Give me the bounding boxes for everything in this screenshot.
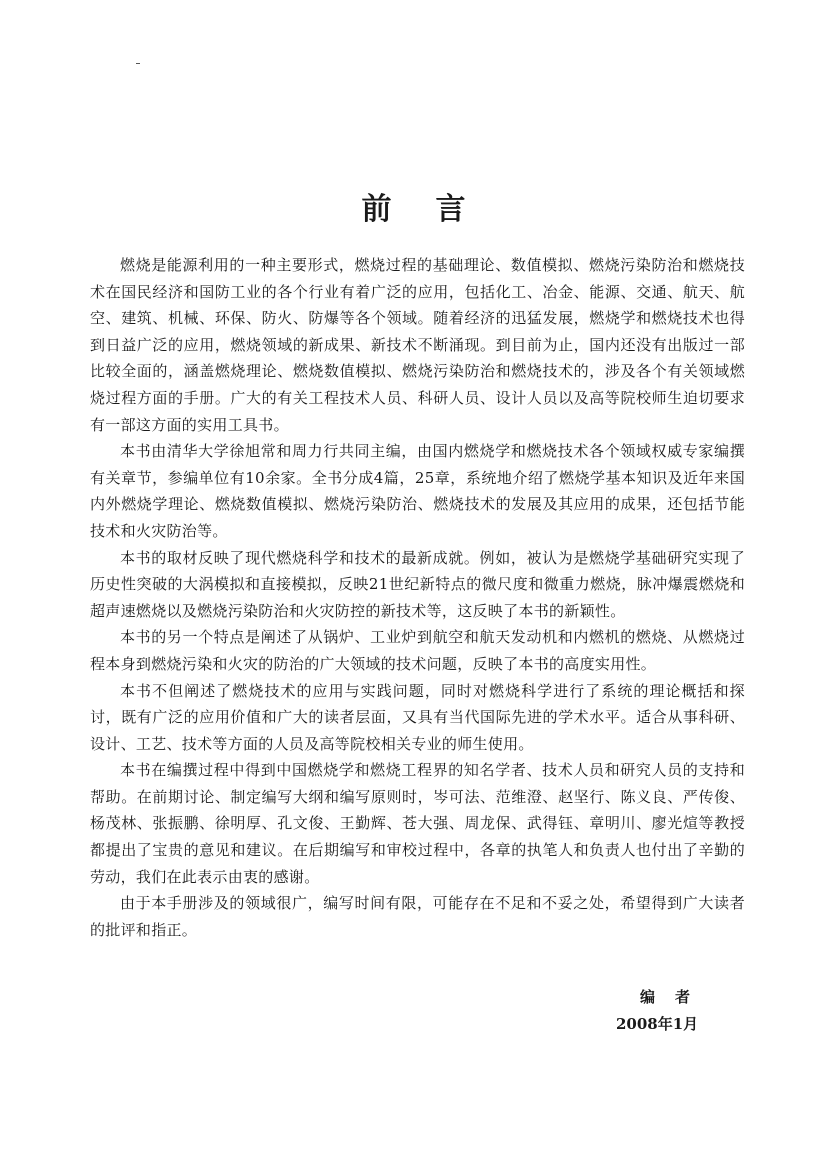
paragraph: 由于本手册涉及的领域很广，编写时间有限，可能存在不足和不妥之处，希望得到广大读者的批评和指正。: [90, 894, 745, 939]
paragraph: 本书在编撰过程中得到中国燃烧学和燃烧工程界的知名学者、技术人员和研究人员的支持和帮助。在前期讨论、制定编写大纲和编写原则时，岑可法、范维澄、赵坚行、陈义良、严传俊、杨茂林、张振鹏、徐明厚、孔文俊、王勤辉、苍大强、周龙保、武得钰、章明川、廖光煊等教授都提出了宝贵的意见和建议。在后期编写和审校过程中，各章的执笔人和负责人也付出了辛勤的劳动，我们在此表示由衷的感谢。: [90, 761, 745, 886]
paragraph: 本书的另一个特点是阐述了从锅炉、工业炉到航空和航天发动机和内燃机的燃烧、从燃烧过程本身到燃烧污染和火灾的防治的广大领域的技术问题，反映了本书的高度实用性。: [90, 628, 745, 673]
page-title: 前言: [361, 192, 510, 227]
paragraph: 本书由清华大学徐旭常和周力行共同主编，由国内燃烧学和燃烧技术各个领域权威专家编撰有关章节，参编单位有10余家。全书分成4篇，25章，系统地介绍了燃烧学基本知识及近年来国内外燃烧学理论、燃烧数值模拟、燃烧污染防治、燃烧技术的发展及其应用的成果，还包括节能技术和火灾防治等。: [90, 442, 745, 540]
scan-mark: [136, 63, 140, 64]
paragraph: 本书不但阐述了燃烧技术的应用与实践问题，同时对燃烧科学进行了系统的理论概括和探讨，既有广泛的应用价值和广大的读者层面，又具有当代国际先进的学术水平。适合从事科研、设计、工艺、技术等方面的人员及高等院校相关专业的师生使用。: [90, 681, 745, 753]
paragraph: 本书的取材反映了现代燃烧科学和技术的最新成就。例如，被认为是燃烧学基础研究实现了历史性突破的大涡模拟和直接模拟，反映21世纪新特点的微尺度和微重力燃烧，脉冲爆震燃烧和超声速燃烧以及燃烧污染防治和火灾防控的新技术等，这反映了本书的新颖性。: [90, 548, 745, 620]
signature-date: 2008年1月: [616, 1015, 699, 1033]
signature-author: 编者: [640, 988, 711, 1006]
paragraph: 燃烧是能源利用的一种主要形式，燃烧过程的基础理论、数值模拟、燃烧污染防治和燃烧技术在国民经济和国防工业的各个行业有着广泛的应用，包括化工、冶金、能源、交通、航天、航空、建筑、机械、环保、防火、防爆等各个领域。随着经济的迅猛发展，燃烧学和燃烧技术也得到日益广泛的应用，燃烧领域的新成果、新技术不断涌现。到目前为止，国内还没有出版过一部比较全面的，涵盖燃烧理论、燃烧数值模拟、燃烧污染防治和燃烧技术的，涉及各个有关领域燃烧过程方面的手册。广大的有关工程技术人员、科研人员、设计人员以及高等院校师生迫切要求有一部这方面的实用工具书。: [90, 256, 745, 434]
preface-body: [90, 252, 745, 943]
